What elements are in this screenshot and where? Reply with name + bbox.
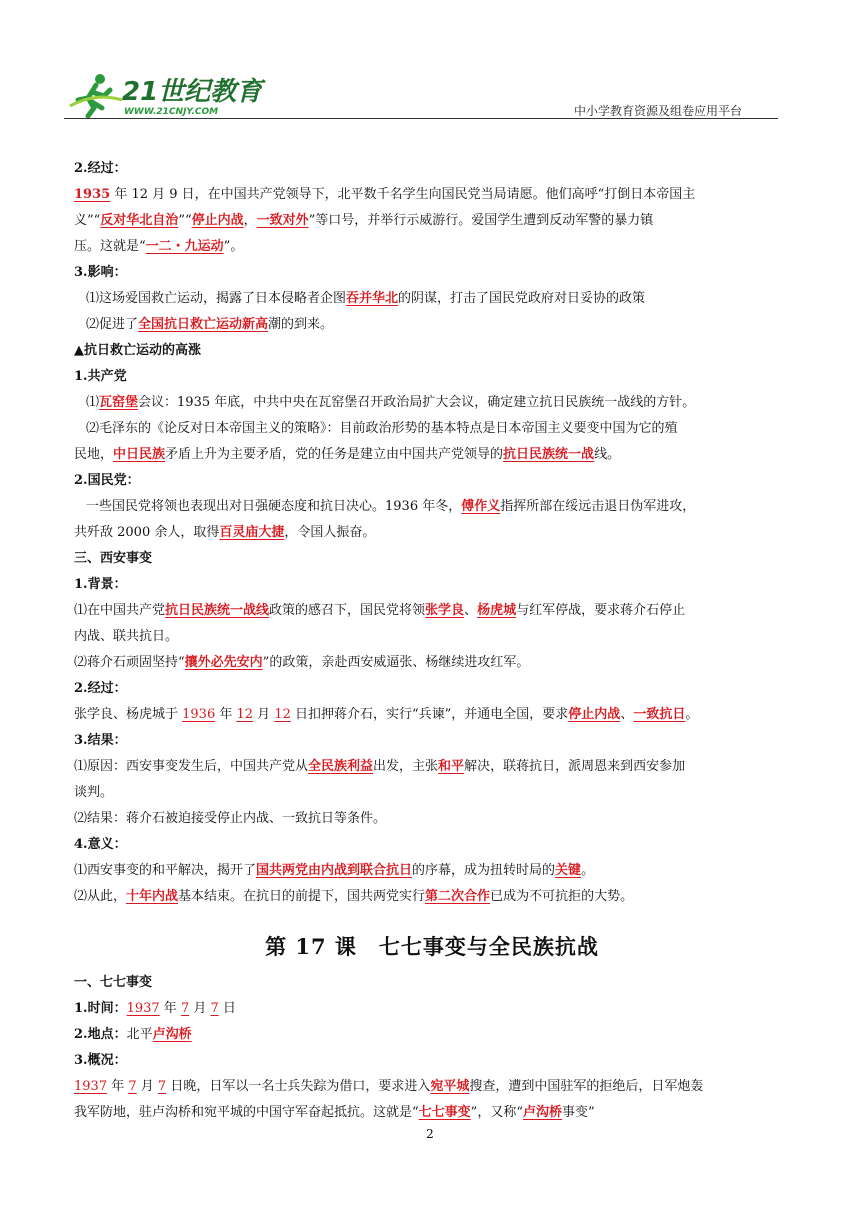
text-run: 搜查，遭到中国驻军的拒绝后，日军炮轰 (469, 1079, 704, 1094)
section-heading: 三、西安事变 (74, 551, 153, 566)
subsection-heading: 3.概况： (74, 1053, 127, 1068)
page-number: 2 (426, 1127, 434, 1141)
text-run: ⑴西安事变的和平解决，揭开了 (74, 863, 257, 878)
key-term: 停止内战 (191, 213, 244, 228)
key-term: 第二次合作 (425, 889, 491, 904)
text-run: ⑴这场爱国救亡运动，揭露了日本侵略者企图 (86, 291, 347, 306)
text-run: ”，又称“ (470, 1105, 523, 1120)
paragraph-line (74, 624, 790, 650)
text-run: 出发，主张 (373, 759, 439, 774)
key-term: 全民族利益 (308, 759, 374, 774)
key-term: 一二・九运动 (145, 239, 224, 254)
text-run: 民地， (74, 447, 114, 462)
text-run: ， (243, 213, 257, 228)
subsection-heading: 1.共产党 (74, 369, 127, 384)
key-number: 7 (157, 1079, 167, 1094)
paragraph-line (74, 208, 790, 234)
paragraph-line (74, 650, 790, 676)
paragraph-line (74, 1074, 790, 1100)
key-term: 1935 (74, 187, 111, 202)
subsection-heading: 2.经过： (74, 681, 127, 696)
text-run: 。 (685, 707, 699, 722)
text-run: 会议：1935 年底，中共中央在瓦窑堡召开政治局扩大会议，确定建立抗日民族统一战线的方针。 (138, 395, 696, 410)
inline-label: 2.地点： (74, 1027, 127, 1042)
key-number: 1936 (182, 707, 216, 722)
text-run: 潮的到来。 (268, 317, 334, 332)
text-run: 矛盾上升为主要矛盾，党的任务是建立由中国共产党领导的 (165, 447, 504, 462)
paragraph-line (74, 182, 790, 208)
text-run: 、 (464, 603, 478, 618)
text-run: ⑵促进了 (86, 317, 139, 332)
key-term: 七七事变 (418, 1105, 471, 1120)
text-run: 与红军停战，要求蒋介石停止 (516, 603, 686, 618)
key-number: 12 (274, 707, 291, 722)
section-heading: 2.经过： (74, 161, 127, 176)
paragraph-line (74, 286, 790, 312)
text-run: 日晚，日军以一名士兵失踪为借口，要求进入 (166, 1079, 431, 1094)
key-term: 百灵庙大捷 (219, 525, 285, 540)
key-term: 宛平城 (430, 1079, 470, 1094)
text-run: ⑵毛泽东的《论反对日本帝国主义的策略》：目前政治形势的基本特点是日本帝国主义要变中国为它的殖 (86, 421, 678, 436)
text-run: 的阴谋，打击了国民党政府对日妥协的政策 (398, 291, 646, 306)
text-run: 年 (215, 707, 237, 722)
key-term: 攘外必先安内 (184, 655, 263, 670)
text-run: 的序幕，成为扭转时局的 (412, 863, 556, 878)
text-run: 谈判。 (74, 785, 114, 800)
key-term: 傅作义 (461, 499, 501, 514)
key-number: 7 (210, 1001, 219, 1016)
key-number: 7 (128, 1079, 137, 1094)
text-run: 政策的感召下，国民党将领 (269, 603, 426, 618)
key-number: 12 (236, 707, 254, 722)
text-run: 日扣押蒋介石，实行“兵谏”，并通电全国，要求 (290, 707, 569, 722)
subsection-heading: 4.意义： (74, 837, 127, 852)
key-number: 7 (180, 1001, 190, 1016)
text-run: ，令国人振奋。 (284, 525, 376, 540)
key-term: 卢沟桥 (152, 1027, 192, 1042)
text-run: 内战、联共抗日。 (74, 629, 179, 644)
text-run: 义”“ (74, 213, 101, 228)
text-run: 日 (218, 1001, 236, 1016)
paragraph-line (74, 442, 790, 468)
text-run: 年 (107, 1079, 129, 1094)
text-run: 基本结束。在抗日的前提下，国共两党实行 (178, 889, 426, 904)
key-term: 一致对外 (256, 213, 309, 228)
paragraph-line (74, 312, 790, 338)
text-run: 。 (581, 863, 595, 878)
subsection-heading: 2.国民党： (74, 473, 140, 488)
paragraph-line (74, 390, 790, 416)
key-term: 卢沟桥 (522, 1105, 562, 1120)
inline-label: 1.时间： (74, 1001, 127, 1016)
paragraph-line (74, 234, 790, 260)
key-number: 1937 (74, 1079, 108, 1094)
text-run: 一些国民党将领也表现出对日强硬态度和抗日决心。1936 年冬， (86, 499, 462, 514)
key-term: 张学良 (425, 603, 465, 618)
text-run: 、 (620, 707, 634, 722)
subsection-heading: 3.结果： (74, 733, 127, 748)
text-run: ⑴ (86, 395, 100, 410)
key-term: 一致抗日 (633, 707, 686, 722)
paragraph-line (74, 754, 790, 780)
key-term: 国共两党由内战到联合抗日 (256, 863, 413, 878)
text-run: ”的政策，亲赴西安威逼张、杨继续进攻红军。 (262, 655, 530, 670)
key-term: 抗日民族统一战 (503, 447, 595, 462)
header-divider (64, 118, 778, 119)
page-header (64, 70, 778, 120)
paragraph-line (74, 996, 790, 1022)
paragraph-line (74, 780, 790, 806)
paragraph-line (74, 702, 790, 728)
text-run: 指挥所部在绥远击退日伪军进攻， (500, 499, 696, 514)
text-run: 月 (136, 1079, 158, 1094)
paragraph-line (74, 858, 790, 884)
paragraph-line (74, 806, 790, 832)
svg-text:WWW.21CNJY.COM: WWW.21CNJY.COM (124, 107, 219, 117)
paragraph-line (74, 494, 790, 520)
text-run: ⑵从此， (74, 889, 127, 904)
text-run: 北平 (126, 1027, 153, 1042)
key-term: 抗日民族统一战线 (165, 603, 270, 618)
text-run: 压。这就是“ (74, 239, 146, 254)
key-term: 杨虎城 (477, 603, 517, 618)
key-term: 瓦窑堡 (99, 395, 139, 410)
text-run: 共歼敌 2000 余人，取得 (74, 525, 220, 540)
text-run: 事变” (561, 1105, 595, 1120)
section-heading: ▲抗日救亡运动的高涨 (74, 343, 201, 358)
text-run: 张学良、杨虎城于 (74, 707, 183, 722)
svg-text:21世纪教育: 21世纪教育 (122, 77, 263, 107)
text-run: ⑵蒋介石顽固坚持“ (74, 655, 185, 670)
text-run: 线。 (594, 447, 621, 462)
paragraph-line (74, 1022, 790, 1048)
key-term: 吞并华北 (346, 291, 399, 306)
section-heading: 一、七七事变 (74, 975, 153, 990)
lesson-title: 第 17 课 七七事变与全民族抗战 (265, 934, 599, 959)
text-run: ⑴在中国共产党 (74, 603, 166, 618)
page-content (74, 156, 790, 1126)
text-run: 年 12 月 9 日，在中国共产党领导下，北平数千名学生向国民党当局请愿。他们高呼“打倒日本帝国主 (110, 187, 696, 202)
paragraph-line (74, 1100, 790, 1126)
key-term: 全国抗日救亡运动新高 (138, 317, 269, 332)
key-term: 停止内战 (568, 707, 621, 722)
subsection-heading: 1.背景： (74, 577, 127, 592)
text-run: 月 (253, 707, 275, 722)
text-run: 解决，联蒋抗日，派周恩来到西安参加 (464, 759, 686, 774)
paragraph-line (74, 416, 790, 442)
text-run: ”“ (178, 213, 192, 228)
text-run: 已成为不可抗拒的大势。 (490, 889, 634, 904)
key-term: 关键 (555, 863, 582, 878)
platform-name: 中小学教育资源及组卷应用平台 (573, 104, 742, 118)
key-term: 十年内战 (126, 889, 179, 904)
key-term: 中日民族 (113, 447, 166, 462)
21cnjy-logo (66, 70, 306, 118)
text-run: ⑵结果：蒋介石被迫接受停止内战、一致抗日等条件。 (74, 811, 387, 826)
text-run: ”。 (223, 239, 244, 254)
text-run: ”等口号，并举行示威游行。爱国学生遭到反动军警的暴力镇 (308, 213, 654, 228)
text-run: 年 (159, 1001, 181, 1016)
text-run: ⑴原因：西安事变发生后，中国共产党从 (74, 759, 309, 774)
text-run: 月 (189, 1001, 211, 1016)
key-term: 反对华北自治 (100, 213, 179, 228)
paragraph-line (74, 598, 790, 624)
paragraph-line (74, 520, 790, 546)
text-run: 我军防地，驻卢沟桥和宛平城的中国守军奋起抵抗。这就是“ (74, 1105, 419, 1120)
key-term: 和平 (438, 759, 465, 774)
section-heading: 3.影响： (74, 265, 127, 280)
paragraph-line (74, 884, 790, 910)
key-number: 1937 (126, 1001, 160, 1016)
